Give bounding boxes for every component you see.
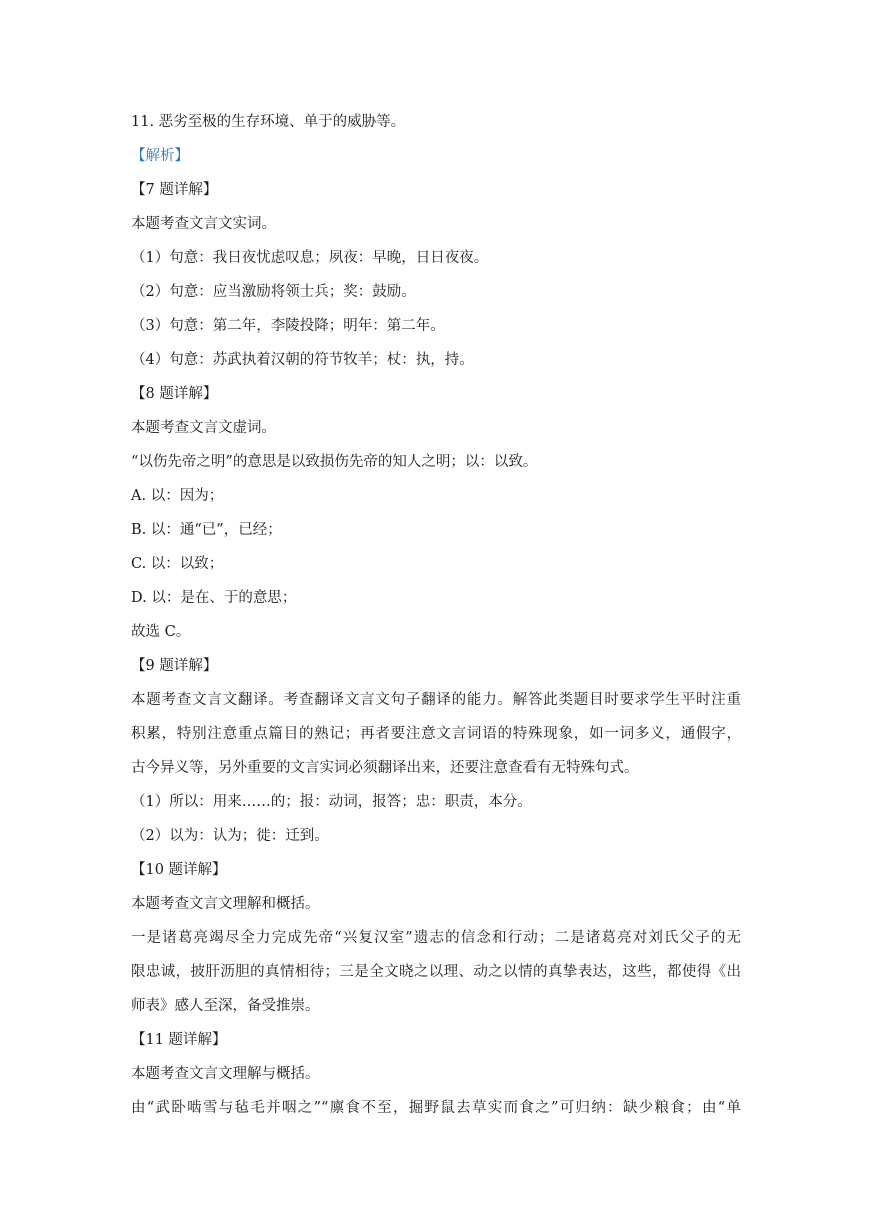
paragraph: 本题考查文言文实词。 xyxy=(131,216,276,232)
paragraph: 积累，特别注意重点篇目的熟记；再者要注意文言词语的特殊现象，如一词多义，通假字， xyxy=(131,726,741,742)
answer-11-line: 11. 恶劣至极的生存环境、单于的威胁等。 xyxy=(131,114,406,130)
paragraph: 古今异义等，另外重要的文言实词必须翻译出来，还要注意查看有无特殊句式。 xyxy=(131,760,639,776)
answer-choice: 故选 C。 xyxy=(131,624,191,640)
paragraph: 师表》感人至深，备受推崇。 xyxy=(131,998,320,1014)
paragraph: 由“武卧啮雪与毡毛并咽之”“廪食不至，掘野鼠去草实而食之”可归纳：缺少粮食；由“单 xyxy=(131,1100,741,1116)
paragraph: （3）句意：第二年，李陵投降；明年：第二年。 xyxy=(131,318,445,334)
paragraph: 本题考查文言文理解与概括。 xyxy=(131,1066,320,1082)
q8-heading: 【8 题详解】 xyxy=(131,386,218,402)
paragraph: 本题考查文言文翻译。考查翻译文言文句子翻译的能力。解答此类题目时要求学生平时注重 xyxy=(131,692,741,708)
paragraph: （4）句意：苏武执着汉朝的符节牧羊；杖：执，持。 xyxy=(131,352,474,368)
paragraph: （2）句意：应当激励将领士兵；奖：鼓励。 xyxy=(131,284,416,300)
paragraph: （1）句意：我日夜忧虑叹息；夙夜：早晚，日日夜夜。 xyxy=(131,250,489,266)
q9-heading: 【9 题详解】 xyxy=(131,658,218,674)
paragraph: 限忠诚，披肝沥胆的真情相待；三是全文晓之以理、动之以情的真挚表达，这些，都使得《出 xyxy=(131,964,741,980)
paragraph: “以伤先帝之明”的意思是以致损伤先帝的知人之明；以：以致。 xyxy=(131,454,538,470)
paragraph: 一是诸葛亮竭尽全力完成先帝“兴复汉室”遗志的信念和行动；二是诸葛亮对刘氏父子的无 xyxy=(131,930,741,946)
paragraph: （1）所以：用来……的；报：动词，报答；忠：职责，本分。 xyxy=(131,794,532,810)
q7-heading: 【7 题详解】 xyxy=(131,182,218,198)
option-b: B. 以：通“已”，已经； xyxy=(131,522,282,538)
paragraph: （2）以为：认为；徙：迁到。 xyxy=(131,828,329,844)
option-c: C. 以：以致； xyxy=(131,556,224,572)
paragraph: 本题考查文言文理解和概括。 xyxy=(131,896,320,912)
analysis-heading: 【解析】 xyxy=(131,148,189,164)
paragraph: 本题考查文言文虚词。 xyxy=(131,420,276,436)
option-a: A. 以：因为； xyxy=(131,488,224,504)
q10-heading: 【10 题详解】 xyxy=(131,862,227,878)
q11-heading: 【11 题详解】 xyxy=(131,1032,227,1048)
option-d: D. 以：是在、于的意思； xyxy=(131,590,297,606)
